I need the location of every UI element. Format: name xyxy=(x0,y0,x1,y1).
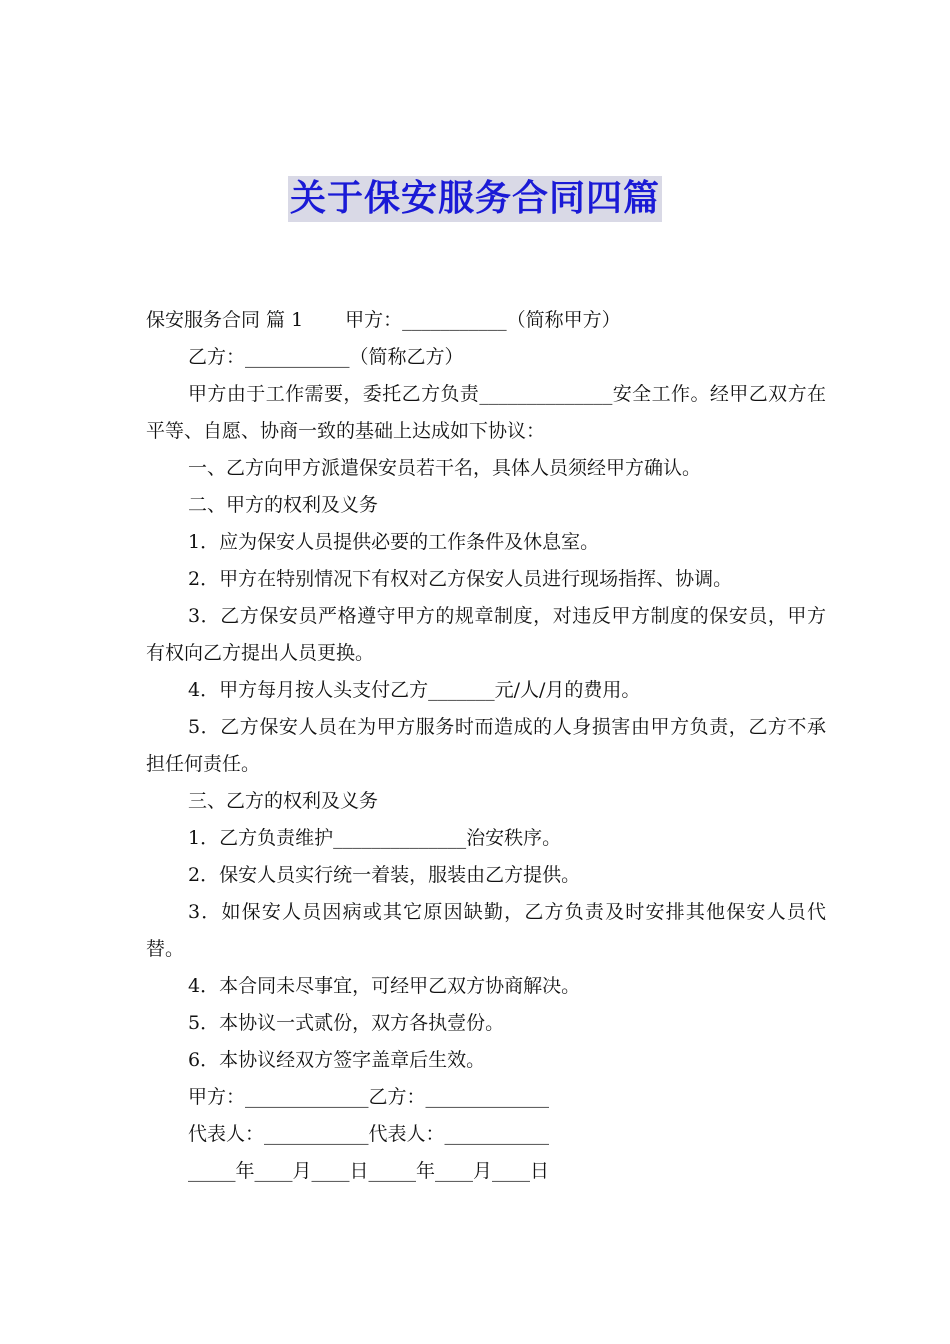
signature-parties-line: 甲方：_____________乙方：_____________ xyxy=(188,1086,550,1108)
intro-paragraph: 甲方由于工作需要，委托乙方负责______________安全工作。经甲乙双方在平等、自愿、协商一致的基础上达成如下协议： xyxy=(146,383,826,442)
contract-heading-line xyxy=(146,302,826,339)
contract-label: 保安服务合同 篇 1 xyxy=(146,309,304,331)
party-a-item-3: 3．乙方保安员严格遵守甲方的规章制度，对违反甲方制度的保安员，甲方有权向乙方提出人员更换。 xyxy=(146,605,826,664)
party-b-item-2: 2．保安人员实行统一着装，服装由乙方提供。 xyxy=(188,864,581,886)
party-b-item-6: 6．本协议经双方签字盖章后生效。 xyxy=(188,1049,486,1071)
party-a-item-4: 4．甲方每月按人头支付乙方_______元/人/月的费用。 xyxy=(188,679,641,701)
party-b-item-5: 5．本协议一式贰份，双方各执壹份。 xyxy=(188,1012,505,1034)
signature-date-line: _____年____月____日_____年____月____日 xyxy=(188,1160,550,1182)
clause-1: 一、乙方向甲方派遣保安员若干名，具体人员须经甲方确认。 xyxy=(188,457,702,479)
party-b-item-4: 4．本合同未尽事宜，可经甲乙双方协商解决。 xyxy=(188,975,581,997)
document-body xyxy=(146,302,826,1190)
party-a-item-2: 2．甲方在特别情况下有权对乙方保安人员进行现场指挥、协调。 xyxy=(188,568,733,590)
title-container xyxy=(0,176,950,222)
signature-representatives-line: 代表人：___________代表人：___________ xyxy=(188,1123,550,1145)
party-b-item-3: 3．如保安人员因病或其它原因缺勤，乙方负责及时安排其他保安人员代替。 xyxy=(146,901,826,960)
party-a-field: 甲方：___________（简称甲方） xyxy=(345,309,621,331)
document-title: 关于保安服务合同四篇 xyxy=(288,176,662,222)
party-a-item-1: 1．应为保安人员提供必要的工作条件及休息室。 xyxy=(188,531,600,553)
party-b-line: 乙方：___________（简称乙方） xyxy=(188,346,464,368)
section-party-a-heading: 二、甲方的权利及义务 xyxy=(188,494,379,516)
party-a-item-5: 5．乙方保安人员在为甲方服务时而造成的人身损害由甲方负责，乙方不承担任何责任。 xyxy=(146,716,826,775)
party-b-item-1: 1．乙方负责维护______________治安秩序。 xyxy=(188,827,562,849)
section-party-b-heading: 三、乙方的权利及义务 xyxy=(188,790,379,812)
